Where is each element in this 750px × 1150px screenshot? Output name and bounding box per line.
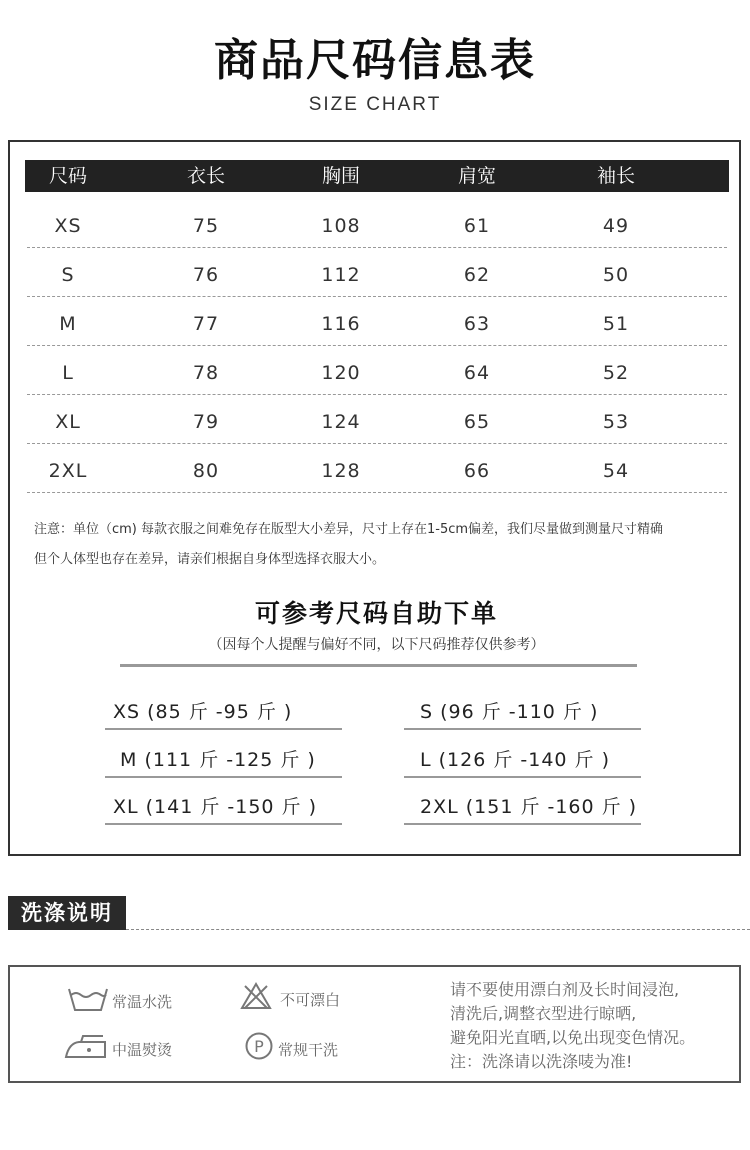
svg-text:P: P bbox=[254, 1037, 264, 1056]
cell: 50 bbox=[602, 264, 630, 286]
cell: 79 bbox=[192, 411, 220, 433]
recommend-item-s: S (96 斤 -110 斤 ) bbox=[404, 698, 641, 730]
table-row bbox=[27, 443, 727, 493]
no-bleach-icon bbox=[240, 981, 272, 1015]
cell: 63 bbox=[463, 313, 491, 335]
note-line-1: 注意：单位（cm) 每款衣服之间难免存在版型大小差异，尺寸上存在1-5cm偏差，我们尽量做到测量尺寸精确 bbox=[34, 522, 664, 537]
cell: 53 bbox=[602, 411, 630, 433]
cell: S bbox=[61, 264, 75, 286]
wash-text-line-3: 避免阳光直晒,以免出现变色情况。 bbox=[450, 1028, 696, 1047]
recommend-title: 可参考尺码自助下单 bbox=[254, 599, 498, 628]
recommend-item-2xl: 2XL (151 斤 -160 斤 ) bbox=[404, 793, 641, 825]
table-row bbox=[27, 394, 727, 444]
table-header bbox=[25, 160, 729, 192]
washing-box bbox=[8, 965, 741, 1083]
recommend-item-xl: XL (141 斤 -150 斤 ) bbox=[105, 793, 342, 825]
table-row bbox=[27, 345, 727, 395]
cell: 77 bbox=[192, 313, 220, 335]
cell: 2XL bbox=[48, 460, 88, 482]
size-chart-box bbox=[8, 140, 741, 856]
cell: 128 bbox=[321, 460, 361, 482]
cell: 51 bbox=[602, 313, 630, 335]
wash-tub-icon bbox=[67, 983, 109, 1017]
divider bbox=[120, 664, 637, 667]
cell: 120 bbox=[321, 362, 361, 384]
no-bleach-label: 不可漂白 bbox=[280, 991, 341, 1009]
recommend-item-xs: XS (85 斤 -95 斤 ) bbox=[105, 698, 342, 730]
header-shoulder: 肩宽 bbox=[457, 165, 496, 187]
cell: 78 bbox=[192, 362, 220, 384]
page-subtitle: SIZE CHART bbox=[308, 94, 442, 115]
header-sleeve: 袖长 bbox=[596, 165, 635, 187]
dry-clean-p-icon bbox=[244, 1031, 274, 1065]
cell: 108 bbox=[321, 215, 361, 237]
page-title: 商品尺码信息表 bbox=[214, 35, 536, 86]
cell: 75 bbox=[192, 215, 220, 237]
washing-divider bbox=[126, 929, 750, 930]
wash-text-line-1: 请不要使用漂白剂及长时间浸泡, bbox=[450, 980, 680, 999]
washing-title: 洗涤说明 bbox=[8, 896, 126, 930]
wash-label: 常温水洗 bbox=[112, 993, 173, 1011]
cell: 112 bbox=[321, 264, 361, 286]
recommend-item-l: L (126 斤 -140 斤 ) bbox=[404, 746, 641, 778]
cell: 62 bbox=[463, 264, 491, 286]
cell: 65 bbox=[463, 411, 491, 433]
iron-icon bbox=[63, 1033, 109, 1065]
header-length: 衣长 bbox=[186, 165, 225, 187]
note-line-2: 但个人体型也存在差异，请亲们根据自身体型选择衣服大小。 bbox=[34, 552, 386, 567]
recommend-item-m: M (111 斤 -125 斤 ) bbox=[105, 746, 342, 778]
table-row bbox=[27, 296, 727, 346]
wash-text-line-4: 注：洗涤请以洗涤唛为准! bbox=[450, 1052, 633, 1071]
cell: 116 bbox=[321, 313, 361, 335]
cell: XL bbox=[55, 411, 81, 433]
wash-text-line-2: 清洗后,调整衣型进行晾晒, bbox=[450, 1004, 637, 1023]
cell: 54 bbox=[602, 460, 630, 482]
cell: 76 bbox=[192, 264, 220, 286]
cell: L bbox=[62, 362, 74, 384]
table-row bbox=[27, 247, 727, 297]
cell: M bbox=[59, 313, 77, 335]
cell: 66 bbox=[463, 460, 491, 482]
recommend-subtitle: （因每个人提醒与偏好不同，以下尺码推荐仅供参考） bbox=[208, 637, 545, 653]
cell: XS bbox=[54, 215, 82, 237]
cell: 80 bbox=[192, 460, 220, 482]
cell: 49 bbox=[602, 215, 630, 237]
table-row bbox=[27, 198, 727, 248]
dry-clean-label: 常规干洗 bbox=[278, 1041, 339, 1059]
header-size: 尺码 bbox=[48, 165, 87, 187]
header-chest: 胸围 bbox=[321, 165, 360, 187]
cell: 124 bbox=[321, 411, 361, 433]
iron-label: 中温熨烫 bbox=[112, 1041, 173, 1059]
cell: 61 bbox=[463, 215, 491, 237]
cell: 64 bbox=[463, 362, 491, 384]
cell: 52 bbox=[602, 362, 630, 384]
